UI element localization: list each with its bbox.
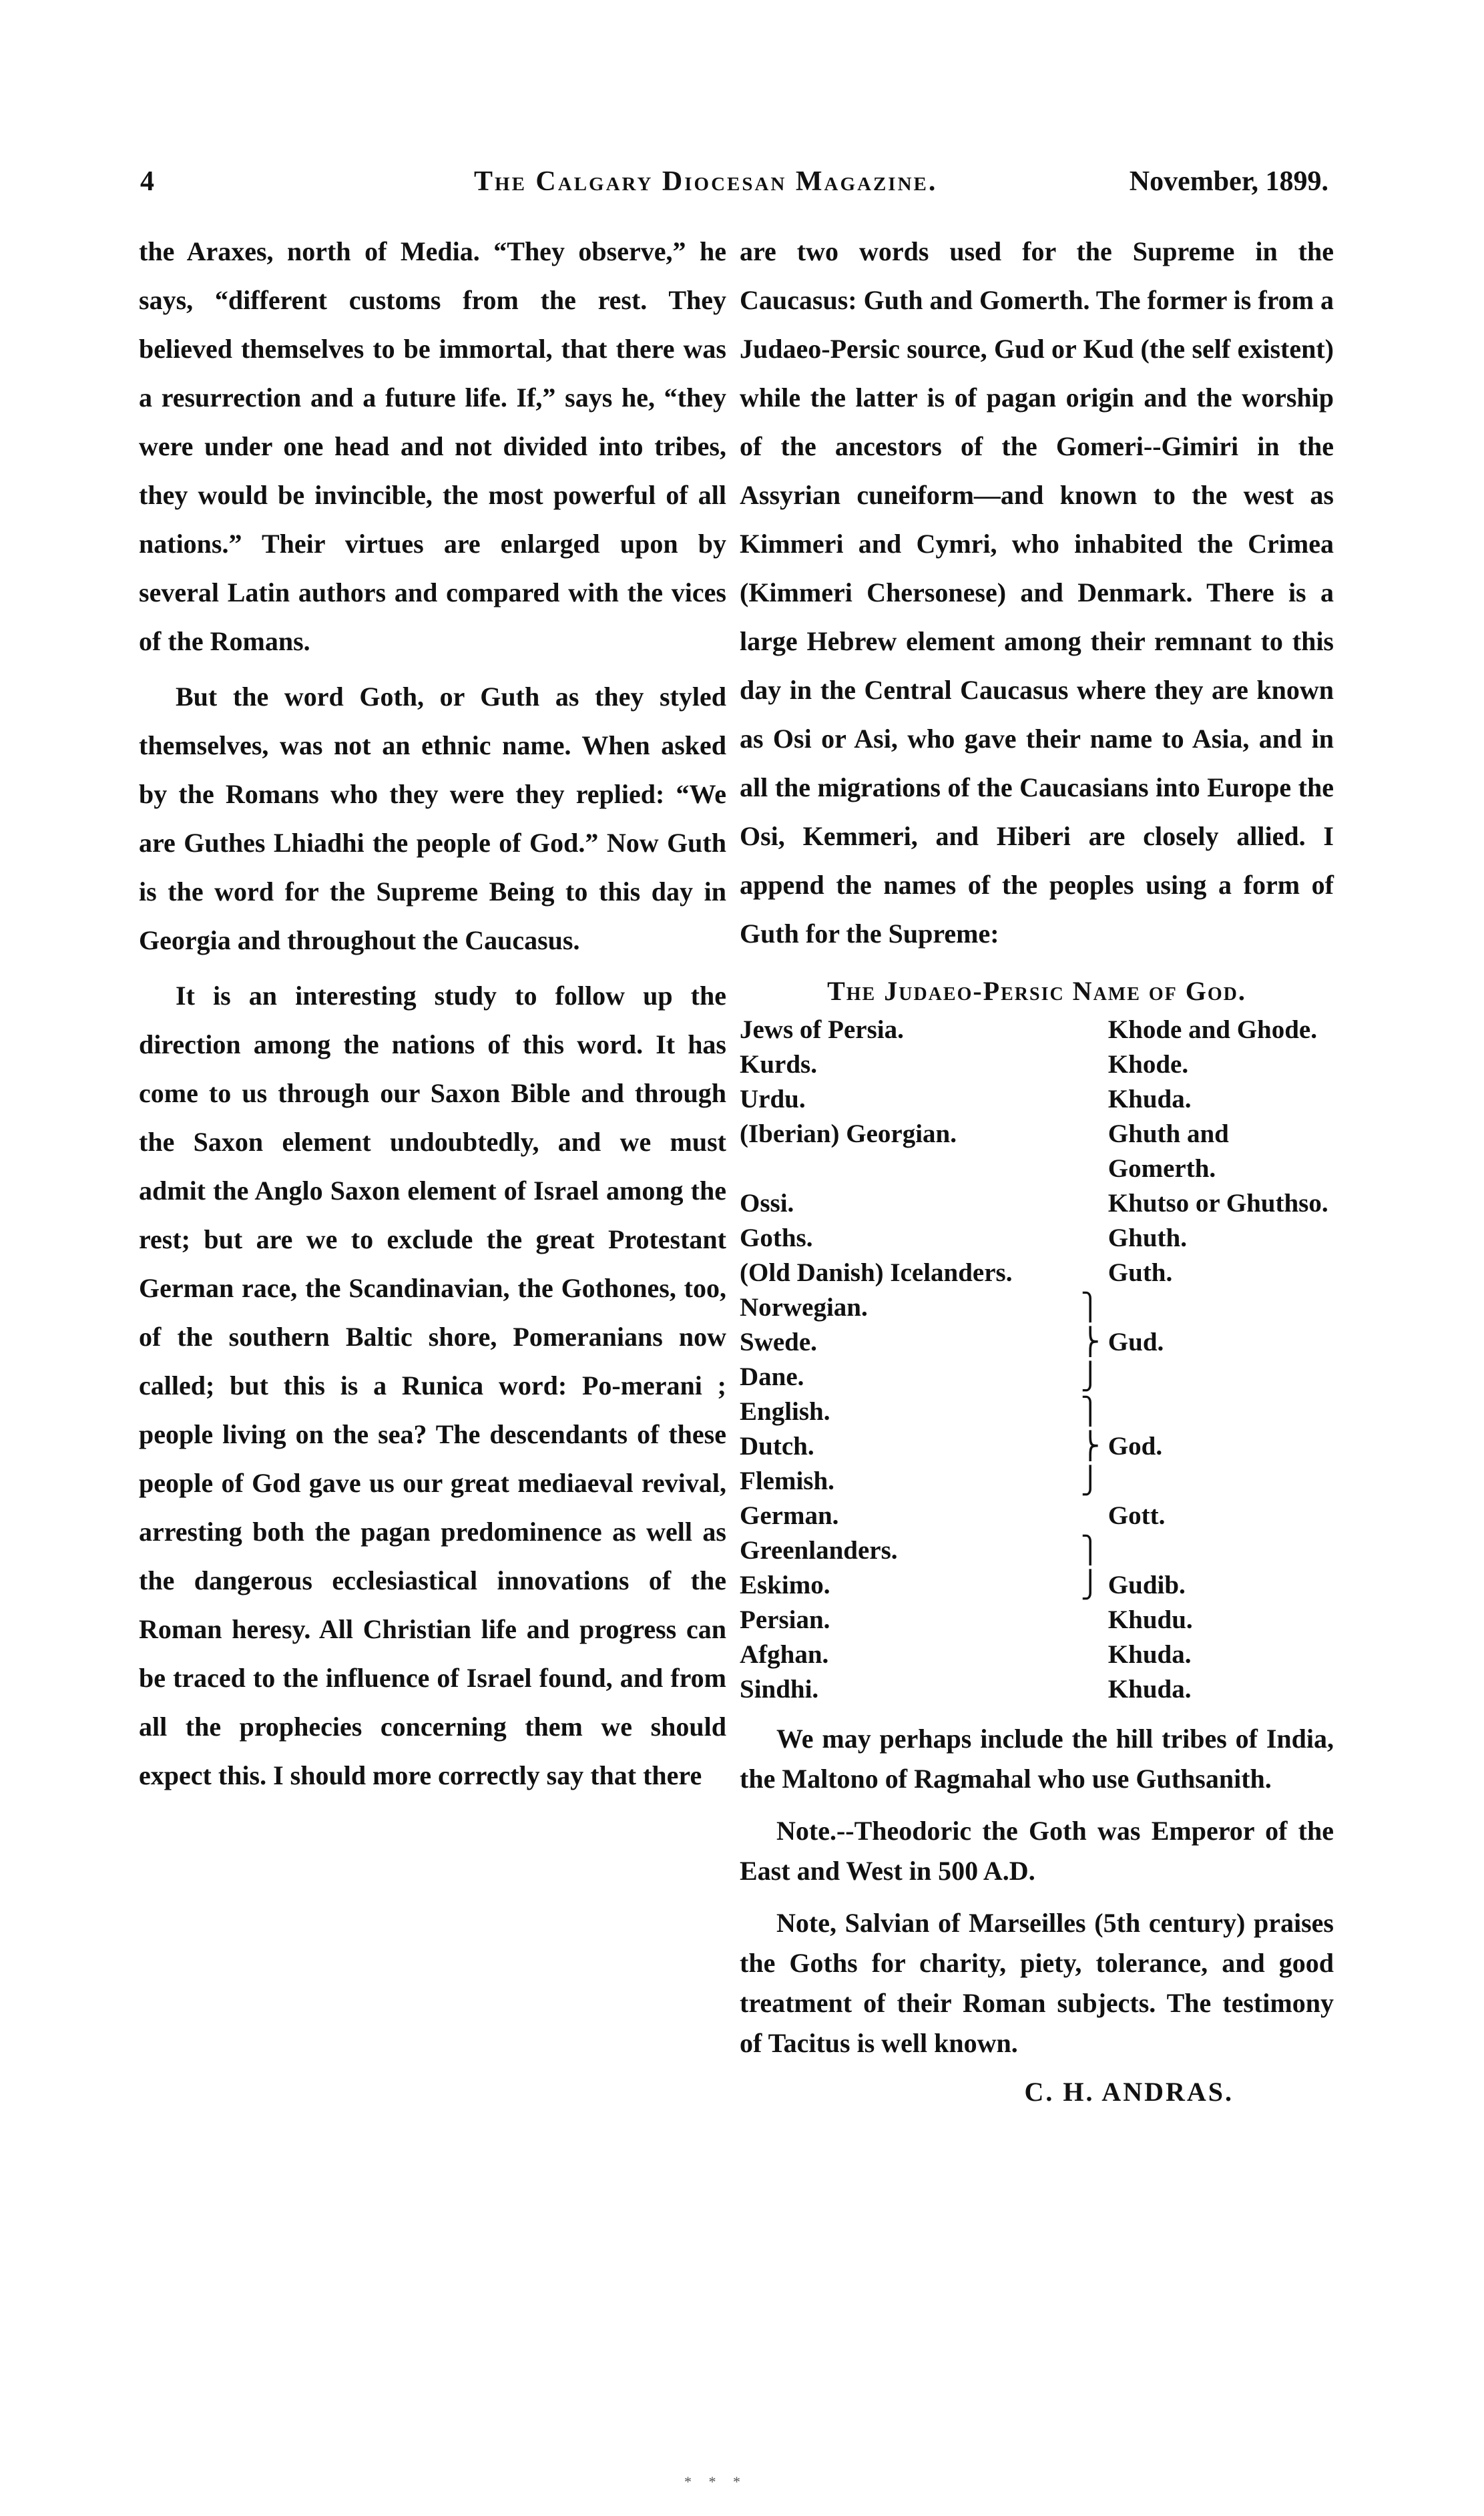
- god-name-cell: Guth.: [1107, 1258, 1173, 1287]
- table-row: [740, 1603, 1334, 1638]
- brace-cell: [1072, 1082, 1107, 1117]
- table-row: [740, 1221, 1334, 1256]
- god-name-cell: Ghuth and Gomerth.: [1107, 1119, 1229, 1183]
- people-cell: Greenlanders.: [740, 1536, 898, 1565]
- god-name-cell: [1108, 1290, 1334, 1325]
- people-cell: Sindhi.: [740, 1675, 819, 1704]
- brace-cell: [1072, 1186, 1107, 1221]
- god-name-cell: Ghuth.: [1107, 1224, 1187, 1252]
- brace-cell: ⎭: [1080, 1362, 1100, 1391]
- table-row: [740, 1360, 1334, 1395]
- table-row: [740, 1117, 1334, 1186]
- right-column: [740, 227, 1334, 2397]
- brace-cell: [1072, 1221, 1107, 1256]
- god-name-cell: God.: [1107, 1432, 1163, 1461]
- god-name-cell: [1108, 1533, 1334, 1568]
- table-row: [740, 1013, 1334, 1047]
- god-name-cell: Khuda.: [1107, 1640, 1192, 1669]
- people-cell: Afghan.: [740, 1640, 829, 1669]
- people-cell: Norwegian.: [740, 1293, 868, 1322]
- brace-cell: ⎫: [1080, 1293, 1100, 1322]
- names-of-god-table: [740, 1013, 1334, 1707]
- people-cell: (Old Danish) Icelanders.: [740, 1258, 1013, 1287]
- author-signature: C. H. ANDRAS.: [1024, 2077, 1234, 2107]
- people-cell: German.: [740, 1501, 839, 1530]
- people-cell: English.: [740, 1397, 830, 1426]
- people-cell: Dutch.: [740, 1432, 814, 1461]
- table-row: [740, 1499, 1334, 1533]
- left-column: [139, 227, 726, 2397]
- god-name-cell: [1108, 1360, 1334, 1395]
- table-row: [740, 1290, 1334, 1325]
- brace-cell: [1072, 1672, 1107, 1707]
- table-row: [740, 1186, 1334, 1221]
- table-row: [740, 1429, 1334, 1464]
- page-number: 4: [140, 166, 154, 197]
- people-cell: (Iberian) Georgian.: [740, 1119, 957, 1148]
- table-row: [740, 1568, 1334, 1603]
- paragraph: the Araxes, north of Media. “They observe,” he says, “different customs from the rest. They believed themselves to be immortal, that there was a resurrection and a future life. If,” says he, “they were under one head and not divided into tribes, they would be invincible, the most powerful of all nations.” Their virtues are enlarged upon by several Latin authors and compared with the vices of the Romans.: [139, 236, 726, 656]
- table-row: [740, 1638, 1334, 1672]
- god-name-cell: Khutso or Ghuthso.: [1107, 1189, 1328, 1218]
- people-cell: Kurds.: [740, 1050, 817, 1079]
- people-cell: Persian.: [740, 1605, 830, 1634]
- paragraph: We may perhaps include the hill tribes of India, the Maltono of Ragmahal who use Guthsanith.: [740, 1724, 1334, 1794]
- brace-cell: [1072, 1047, 1107, 1082]
- people-cell: Dane.: [740, 1362, 804, 1391]
- table-row: [740, 1672, 1334, 1707]
- brace-cell: ⎬: [1080, 1432, 1100, 1461]
- people-cell: Urdu.: [740, 1085, 806, 1113]
- note: Note, Salvian of Marseilles (5th century) praises the Goths for charity, piety, tolerance, and good treatment of their Roman subjects. The testimony of Tacitus is well known.: [740, 1908, 1334, 2058]
- issue-date: November, 1899.: [1129, 166, 1328, 197]
- god-name-cell: Khuda.: [1107, 1085, 1192, 1113]
- god-name-cell: Khode and Ghode.: [1107, 1015, 1317, 1044]
- note: Note.--Theodoric the Goth was Emperor of the East and West in 500 A.D.: [740, 1816, 1334, 1886]
- god-name-cell: Gott.: [1107, 1501, 1166, 1530]
- page-header: [134, 166, 1328, 206]
- brace-cell: [1072, 1499, 1107, 1533]
- table-row: [740, 1047, 1334, 1082]
- people-cell: Swede.: [740, 1328, 817, 1356]
- god-name-cell: Gudib.: [1107, 1571, 1186, 1599]
- brace-cell: ⎫: [1080, 1397, 1100, 1426]
- table-row: [740, 1082, 1334, 1117]
- brace-cell: [1072, 1603, 1107, 1638]
- table-row: [740, 1325, 1334, 1360]
- table-row: [740, 1533, 1334, 1568]
- people-cell: Flemish.: [740, 1467, 834, 1495]
- brace-cell: [1072, 1013, 1107, 1047]
- table-row: [740, 1256, 1334, 1290]
- people-cell: Ossi.: [740, 1189, 794, 1218]
- god-name-cell: [1108, 1464, 1334, 1499]
- brace-cell: ⎬: [1080, 1328, 1100, 1356]
- paragraph: But the word Goth, or Guth as they styled themselves, was not an ethnic name. When asked by the Romans who they were they replied: “We are Guthes Lhiadhi the people of God.” Now Guth is the word for the Supreme Being to this day in Georgia and throughout the Caucasus.: [139, 682, 726, 955]
- god-name-cell: [1108, 1395, 1334, 1429]
- people-cell: Jews of Persia.: [740, 1015, 904, 1044]
- god-name-cell: Khode.: [1107, 1050, 1189, 1079]
- paragraph: are two words used for the Supreme in the Caucasus: Guth and Gomerth. The former is from a Judaeo-Persic source, Gud or Kud (the self existent) while the latter is of pagan origin and the worship of the ancestors of the Gomeri--Gimiri in the Assyrian cuneiform—and known to the west as Kimmeri and Cymri, who inhabited the Crimea (Kimmeri Chersonese) and Denmark. There is a large Hebrew element among their remnant to this day in the Central Caucasus where they are known as Osi or Asi, who gave their name to Asia, and in all the migrations of the Caucasians into Europe the Osi, Kemmeri, and Hiberi are closely allied. I append the names of the peoples using a form of Guth for the Supreme:: [740, 236, 1334, 949]
- god-name-cell: Gud.: [1107, 1328, 1164, 1356]
- table-row: [740, 1395, 1334, 1429]
- brace-cell: ⎫: [1080, 1536, 1100, 1565]
- table-row: [740, 1464, 1334, 1499]
- people-cell: Eskimo.: [740, 1571, 830, 1599]
- brace-cell: [1072, 1256, 1107, 1290]
- god-name-cell: Khuda.: [1107, 1675, 1192, 1704]
- table-title: The Judaeo-Persic Name of God.: [827, 976, 1246, 1006]
- brace-cell: ⎭: [1080, 1571, 1100, 1599]
- god-name-cell: Khudu.: [1107, 1605, 1193, 1634]
- paragraph: It is an interesting study to follow up the direction among the nations of this word. It has come to us through our Saxon Bible and through the Saxon element undoubtedly, and we must admit the Anglo Saxon element of Israel among the rest; but are we to exclude the great Protestant German race, the Scandinavian, the Gothones, too, of the southern Baltic shore, Pomeranians now called; but this is a Runica word: Po-merani ; people living on the sea? The descendants of these people of God gave us our great mediaeval revival, arresting both the pagan predominence as well as the dangerous ecclesiastical innovations of the Roman heresy. All Christian life and progress can be traced to the influence of Israel found, and from all the prophecies concerning them we should expect this. I should more correctly say that there: [139, 981, 726, 1790]
- brace-cell: ⎭: [1080, 1467, 1100, 1495]
- brace-cell: [1072, 1117, 1107, 1186]
- end-ornament: * * *: [684, 2473, 747, 2490]
- people-cell: Goths.: [740, 1224, 813, 1252]
- brace-cell: [1072, 1638, 1107, 1672]
- magazine-title: The Calgary Diocesan Magazine.: [474, 166, 938, 197]
